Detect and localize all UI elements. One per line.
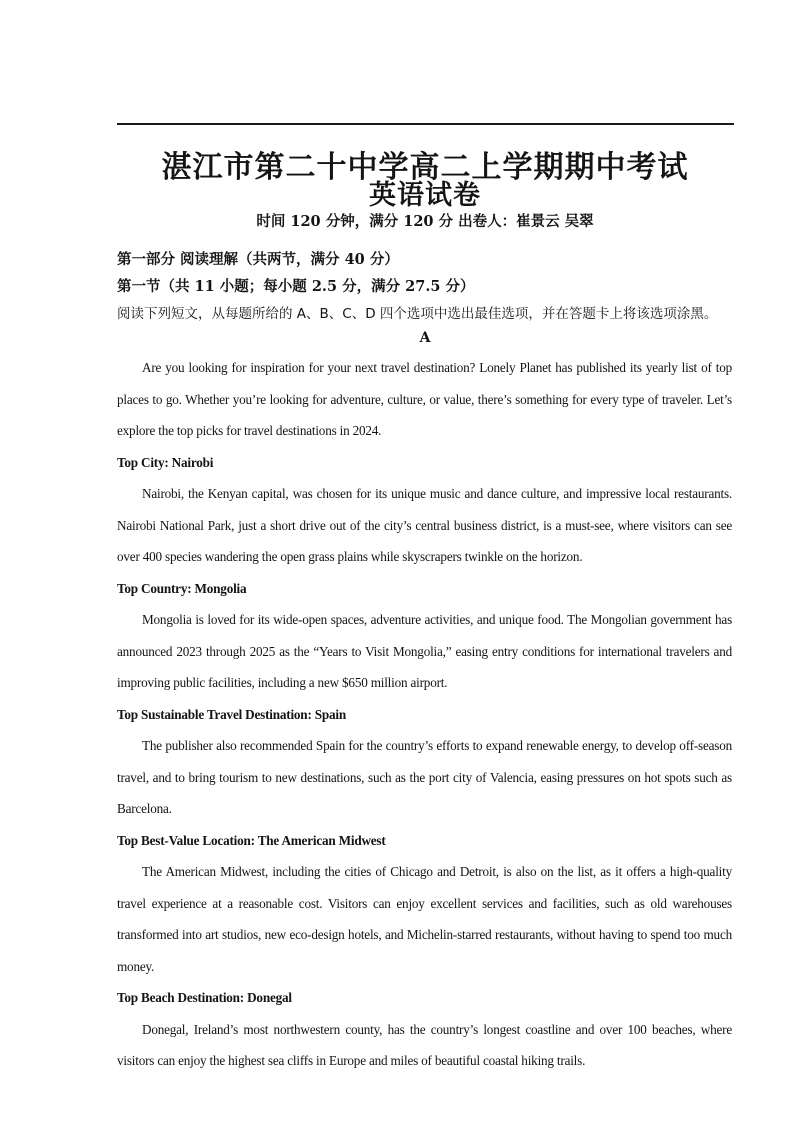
section-body-nairobi: Nairobi, the Kenyan capital, was chosen for its unique music and dance culture, and impressive local restaurants. Nairobi National Park, just a short drive out of the city’s central business district, is a must-see, where visitors can see over 400 species wandering the open grass plains while skyscrapers twinkle on the horizon. — [117, 486, 732, 564]
exam-meta: 时间 120 分钟，满分 120 分 出卷人：崔景云 吴翠 — [256, 213, 594, 230]
exam-title: 湛江市第二十中学高二上学期期中考试 — [161, 150, 689, 185]
section-heading-midwest: Top Best-Value Location: The American Midwest — [117, 832, 386, 848]
section-body-midwest: The American Midwest, including the cities of Chicago and Detroit, is also on the list, as it offers a high-quality travel experience at a reasonable cost. Visitors can enjoy excellent services and facilities, such as old warehouses transformed into art studios, new eco-design hotels, and Michelin-starred restaurants, without having to spend too much money. — [117, 864, 732, 974]
instructions: 阅读下列短文，从每题所给的 A、B、C、D 四个选项中选出最佳选项，并在答题卡上将该选项涂黑。 — [117, 306, 718, 322]
section-heading-nairobi: Top City: Nairobi — [117, 454, 214, 470]
passage-label: A — [419, 330, 431, 346]
section-heading-spain: Top Sustainable Travel Destination: Spain — [117, 706, 346, 722]
section-heading-donegal: Top Beach Destination: Donegal — [117, 990, 292, 1005]
exam-subject: 英语试卷 — [369, 180, 481, 211]
part-heading: 第一部分 阅读理解（共两节，满分 40 分） — [117, 251, 399, 268]
header-rule — [117, 123, 734, 125]
section-body-mongolia: Mongolia is loved for its wide-open spaces, adventure activities, and unique food. The Mongolian government has announced 2023 through 2025 as the “Years to Visit Mongolia,” easing entry conditions for international travelers and improving public facilities, including a new $650 million airport. — [117, 612, 732, 690]
section-body-donegal: Donegal, Ireland’s most northwestern county, has the country’s longest coastline and over 100 beaches, where visitors can enjoy the highest sea cliffs in Europe and miles of beautiful coastal hiking trails. — [117, 1021, 732, 1068]
passage-intro: Are you looking for inspiration for your next travel destination? Lonely Planet has published its yearly list of top places to go. Whether you’re looking for adventure, culture, or value, there’s something for every type of traveler. Let’s explore the top picks for travel destinations in 2024. — [117, 360, 732, 438]
passage-body — [117, 352, 732, 1077]
section-body-spain: The publisher also recommended Spain for the country’s efforts to expand renewable energy, to develop off-season travel, and to bring tourism to new destinations, such as the port city of Valencia, easing pressures on hot spots such as Barcelona. — [117, 738, 732, 816]
section-heading-mongolia: Top Country: Mongolia — [117, 580, 247, 596]
section-heading: 第一节（共 11 小题；每小题 2.5 分，满分 27.5 分） — [117, 278, 475, 295]
